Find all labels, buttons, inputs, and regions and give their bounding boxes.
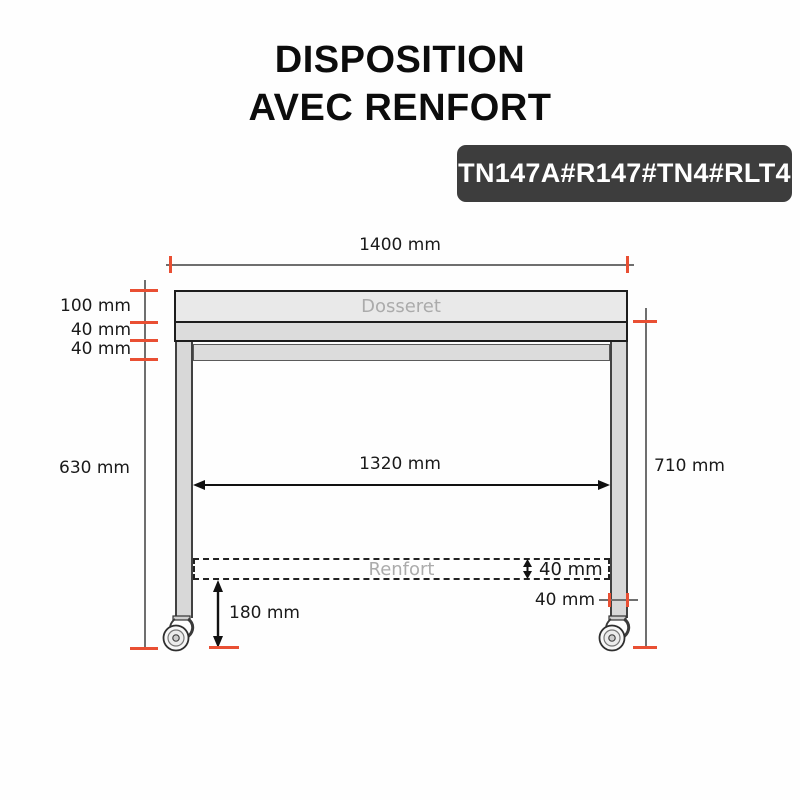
dim-worktop-height-label: 710 mm [654, 456, 725, 476]
dim-tick [130, 339, 158, 342]
left-leg [175, 342, 193, 618]
reinforcement-label: Renfort [368, 558, 435, 580]
left-caster-icon [158, 615, 202, 653]
dim-tick [626, 256, 629, 273]
right-dim-line [645, 308, 647, 649]
frame-rail [193, 344, 610, 361]
backsplash-label: Dosseret [361, 296, 441, 317]
dim-tick [130, 647, 158, 650]
dim-floor-gap-arrow [211, 580, 225, 648]
dim-leg-width-line [599, 599, 638, 601]
dim-worktop-thickness-label: 40 mm [70, 320, 131, 340]
dim-tick [608, 593, 611, 607]
dim-tick [169, 256, 172, 273]
dim-tick [209, 646, 239, 649]
dim-tick [130, 321, 158, 324]
dim-reinforcement-height-label: 40 mm [539, 559, 603, 580]
dim-overall-width-line [166, 264, 634, 266]
dim-backsplash-height-label: 100 mm [60, 296, 131, 316]
right-caster-icon [594, 615, 638, 653]
page-title-line-2: AVEC RENFORT [248, 87, 552, 129]
dim-rail-height-label: 40 mm [70, 339, 131, 359]
dim-leg-width-label: 40 mm [534, 590, 595, 610]
dim-tick [130, 358, 158, 361]
dim-overall-width-label: 1400 mm [359, 235, 441, 255]
backsplash-panel [174, 290, 628, 323]
dim-tick [626, 593, 629, 607]
dim-tick [633, 320, 657, 323]
dim-inner-width-label: 1320 mm [359, 454, 441, 474]
dim-reinforcement-height-arrow [521, 559, 534, 579]
product-code-text: TN147A#R147#TN4#RLT4 [458, 158, 791, 188]
dim-tick [130, 289, 158, 292]
right-leg [610, 342, 628, 618]
left-dim-line [144, 280, 146, 650]
worktop-edge-band [174, 323, 628, 342]
page-title-line-1: DISPOSITION [274, 39, 526, 81]
dim-leg-clearance-label: 630 mm [59, 458, 130, 478]
dim-inner-width-arrow [193, 477, 610, 493]
dim-floor-gap-label: 180 mm [229, 603, 300, 623]
